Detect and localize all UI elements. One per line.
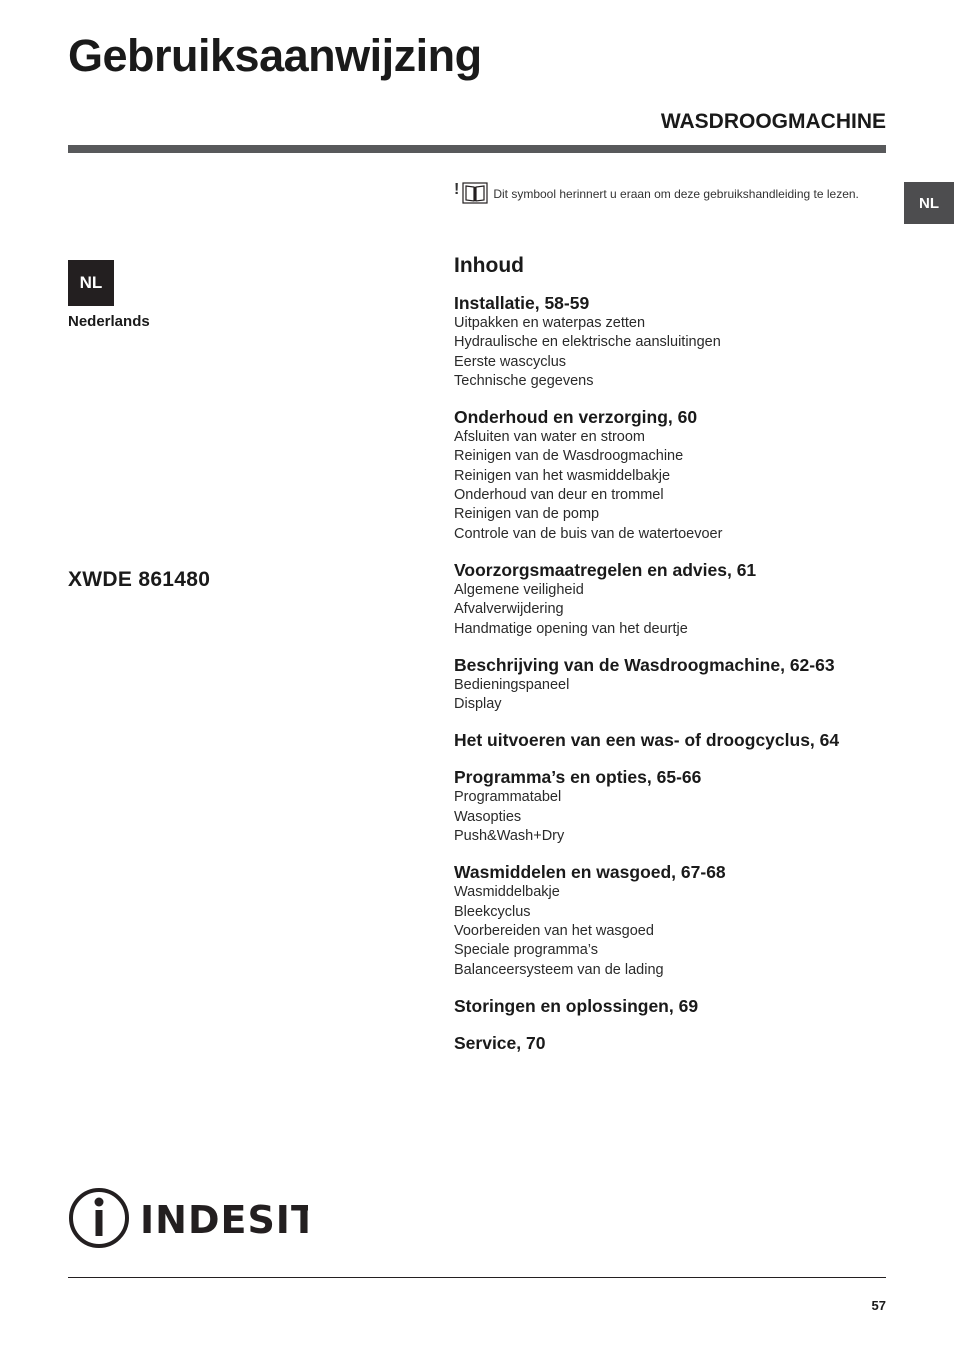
toc-section — [454, 729, 894, 751]
toc-section — [454, 654, 894, 715]
table-of-contents — [454, 254, 894, 1069]
toc-item: Handmatige opening van het deurtje — [454, 620, 688, 637]
toc-item: Reinigen van de Wasdroogmachine — [454, 448, 684, 465]
footer-divider — [68, 1277, 886, 1278]
toc-heading: Inhoud — [454, 254, 524, 277]
toc-item: Wasmiddelbakje — [454, 884, 560, 901]
language-code-badge: NL — [68, 260, 114, 306]
toc-sections — [454, 292, 894, 1054]
brand-name: INDESIT — [140, 1198, 308, 1242]
language-name: Nederlands — [68, 313, 150, 330]
toc-item: Controle van de buis van de watertoevoer — [454, 525, 723, 542]
book-icon — [462, 182, 488, 204]
toc-item: Onderhoud van deur en trommel — [454, 487, 664, 504]
toc-item: Hydraulische en elektrische aansluitingen — [454, 334, 721, 351]
toc-item: Technische gegevens — [454, 372, 594, 389]
toc-item: Push&Wash+Dry — [454, 828, 565, 845]
toc-item: Algemene veiligheid — [454, 581, 584, 598]
toc-section-title: Storingen en oplossingen, 69 — [454, 995, 699, 1016]
toc-item: Uitpakken en waterpas zetten — [454, 315, 646, 331]
toc-section — [454, 766, 894, 846]
brand-logo — [68, 1186, 308, 1255]
product-type: WASDROOGMACHINE — [660, 110, 886, 133]
toc-item: Bedieningspaneel — [454, 676, 570, 693]
toc-section — [454, 559, 894, 639]
notice-text: Dit symbool herinnert u eraan om deze gebruikshandleiding te lezen. — [493, 187, 859, 201]
toc-item: Reinigen van het wasmiddelbakje — [454, 467, 671, 484]
manual-notice — [454, 182, 859, 206]
toc-section — [454, 861, 894, 979]
toc-item: Voorbereiden van het wasgoed — [454, 922, 654, 939]
toc-section-title: Programma’s en opties, 65-66 — [454, 767, 702, 788]
toc-section — [454, 995, 894, 1017]
toc-item: Speciale programma’s — [454, 942, 598, 959]
toc-item: Programmatabel — [454, 789, 562, 806]
toc-item: Reinigen van de pomp — [454, 506, 600, 523]
exclamation-mark: ! — [454, 181, 460, 198]
toc-section — [454, 292, 894, 391]
toc-section — [454, 406, 894, 544]
toc-item: Afvalverwijdering — [454, 601, 564, 618]
toc-section — [454, 1032, 894, 1054]
toc-section-title: Voorzorgsmaatregelen en advies, 61 — [454, 559, 757, 580]
toc-item: Bleekcyclus — [454, 903, 531, 920]
toc-item: Display — [454, 696, 502, 713]
language-side-tab: NL — [904, 182, 954, 224]
toc-section-title: Service, 70 — [454, 1032, 546, 1053]
toc-section-title: Het uitvoeren van een was- of droogcyclus, 64 — [454, 730, 840, 751]
toc-item: Eerste wascyclus — [454, 353, 567, 370]
page-title: Gebruiksaanwijzing — [68, 30, 482, 81]
toc-section-title: Installatie, 58-59 — [454, 293, 590, 313]
model-number: XWDE 861480 — [68, 568, 211, 591]
toc-item: Afsluiten van water en stroom — [454, 429, 646, 446]
indesit-logo-icon — [68, 1186, 308, 1250]
toc-item: Balanceersysteem van de lading — [454, 961, 664, 978]
toc-section-title: Beschrijving van de Wasdroogmachine, 62-63 — [454, 654, 835, 675]
header-divider — [68, 145, 886, 153]
toc-section-title: Onderhoud en verzorging, 60 — [454, 407, 698, 428]
toc-section-title: Wasmiddelen en wasgoed, 67-68 — [454, 862, 726, 883]
toc-item: Wasopties — [454, 808, 522, 825]
page-number: 57 — [871, 1298, 886, 1313]
